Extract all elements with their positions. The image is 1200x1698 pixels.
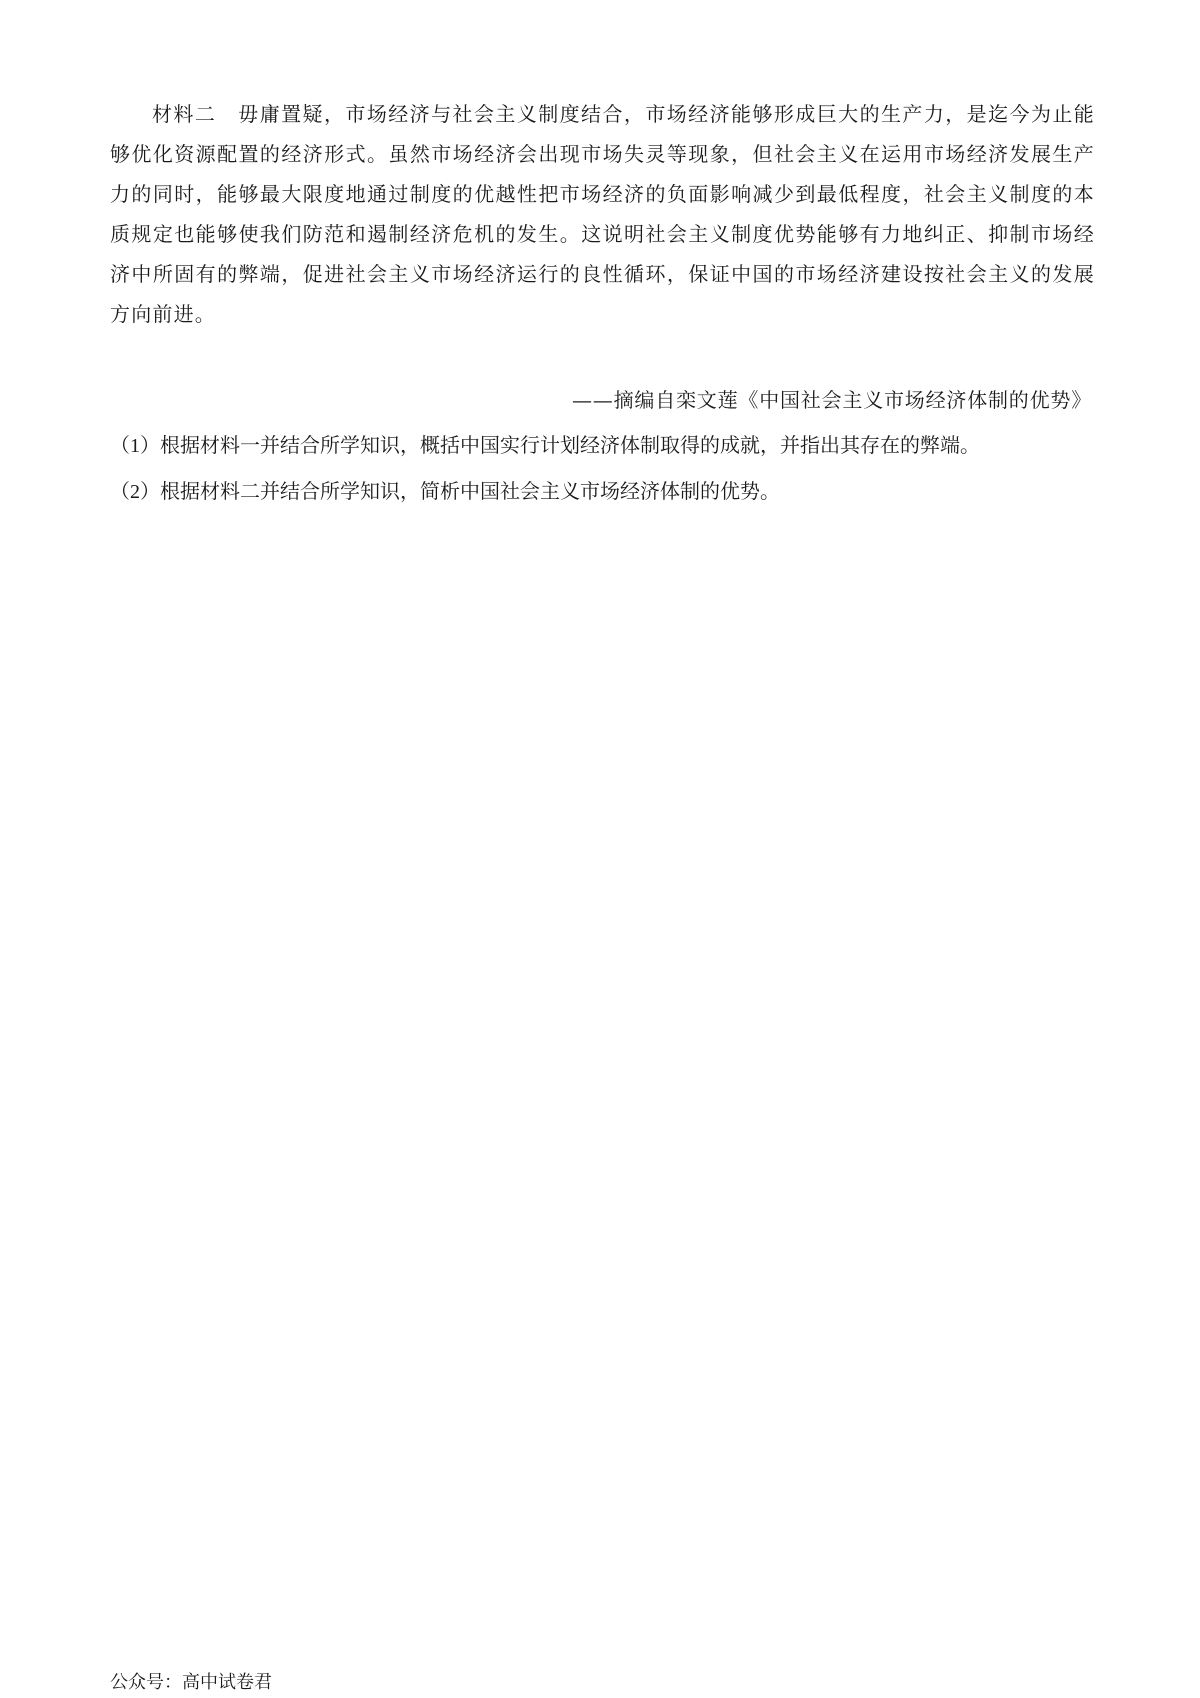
material-two-paragraph	[110, 94, 1095, 334]
material-two-text: 毋庸置疑，市场经济与社会主义制度结合，市场经济能够形成巨大的生产力，是迄今为止能够优化资源配置的经济形式。虽然市场经济会出现市场失灵等现象，但社会主义在运用市场经济发展生产力的同时，能够最大限度地通过制度的优越性把市场经济的负面影响减少到最低程度，社会主义制度的本质规定也能够使我们防范和遏制经济危机的发生。这说明社会主义制度优势能够有力地纠正、抑制市场经济中所固有的弊端，促进社会主义市场经济运行的良性循环，保证中国的市场经济建设按社会主义的发展方向前进。	[110, 102, 1096, 326]
material-two-label: 材料二	[152, 102, 217, 126]
question-2: （2）根据材料二并结合所学知识，简析中国社会主义市场经济体制的优势。	[110, 481, 780, 503]
footer-watermark-text: 公众号：高中试卷君	[110, 1672, 272, 1692]
material-two-source: ——摘编自栾文莲《中国社会主义市场经济体制的优势》	[572, 388, 1092, 412]
question-1: （1）根据材料一并结合所学知识，概括中国实行计划经济体制取得的成就，并指出其存在的弊端。	[110, 435, 980, 457]
